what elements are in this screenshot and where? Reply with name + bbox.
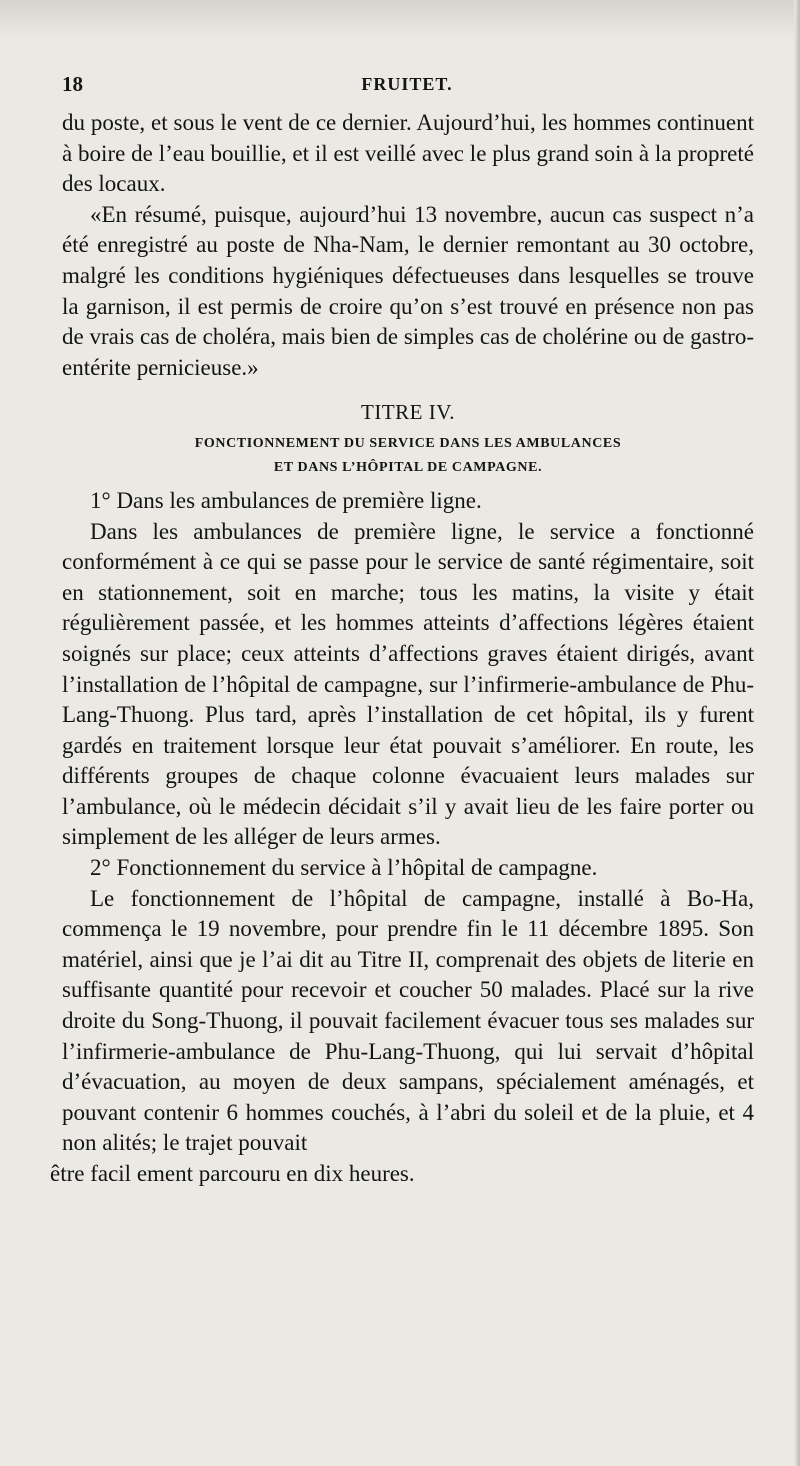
paragraph-continuation: du poste, et sous le vent de ce dernier. Aujourd’hui, les hommes continuent à boire de l’eau bouillie, et il est veillé avec le plus grand soin à la propreté des locaux. (62, 110, 754, 197)
section-subtitle-line-1: FONCTIONNEMENT DU SERVICE DANS LES AMBULANCES (194, 435, 622, 451)
page-header (62, 72, 752, 102)
running-head: FRUITET. (361, 74, 453, 94)
section-subtitle-line-2: ET DANS L’HÔPITAL DE CAMPAGNE. (273, 459, 543, 475)
page-right-edge (794, 0, 800, 1466)
page-number: 18 (62, 72, 83, 96)
page-top-shadow (0, 0, 800, 40)
subsection-2-heading: 2° Fonctionnement du service à l’hôpital de campagne. (90, 855, 598, 881)
subsection-1-heading: 1° Dans les ambulances de première ligne. (90, 487, 482, 513)
subsection-1-text: Dans les ambulances de première ligne, le service a fonctionné conformément à ce qui se passe pour le service de santé régimentaire, soit en stationnement, soit en marche; tous les matins, la visite y était régulièrement passée, et les hommes atteints d’affections légères étaient soignés sur place; ceux atteints d’affections graves étaient dirigés, avant l’installation de l’hôpital de campagne, sur l’infirmerie-ambulance de Phu-Lang-Thuong. Plus tard, après l’installation de cet hôpital, ils y furent gardés en traitement lorsque leur état pouvait s’améliorer. En route, les différents groupes de chaque colonne évacuaient leurs malades sur l’ambulance, où le médecin décidait s’il y avait lieu de les faire porter ou simplement de les alléger de leurs armes. (62, 518, 754, 850)
subsection-2-text: Le fonctionnement de l’hôpital de campagne, installé à Bo-Ha, commença le 19 novembre, pour prendre fin le 11 décembre 1895. Son matériel, ainsi que je l’ai dit au Titre II, comprenait des objets de literie en suffisante quantité pour recevoir et coucher 50 malades. Placé sur la rive droite du Song-Thuong, il pouvait facilement évacuer tous ses malades sur l’infirmerie-ambulance de Phu-Lang-Thuong, qui lui servait d’hôpital d’évacuation, au moyen de deux sampans, spécialement aménagés, et pouvant contenir 6 hommes couchés, à l’abri du soleil et de la pluie, et 4 non alités; le trajet pouvait (62, 885, 754, 1156)
paragraph-summary-quote: «En résumé, puisque, aujourd’hui 13 novembre, aucun cas suspect n’a été enregistré au poste de Nha-Nam, le dernier remontant au 30 octobre, malgré les conditions hygiéniques défectueuses dans lesquelles se trouve la garnison, il est permis de croire qu’on s’est trouvé en présence non pas de vrais cas de choléra, mais bien de simples cas de cholérine ou de gastro-entérite pernicieuse.» (62, 201, 754, 380)
section-title: TITRE IV. (361, 400, 455, 425)
body-text (50, 108, 754, 1190)
subsection-2-last-line: être facil ement parcouru en dix heures. (50, 1161, 415, 1186)
